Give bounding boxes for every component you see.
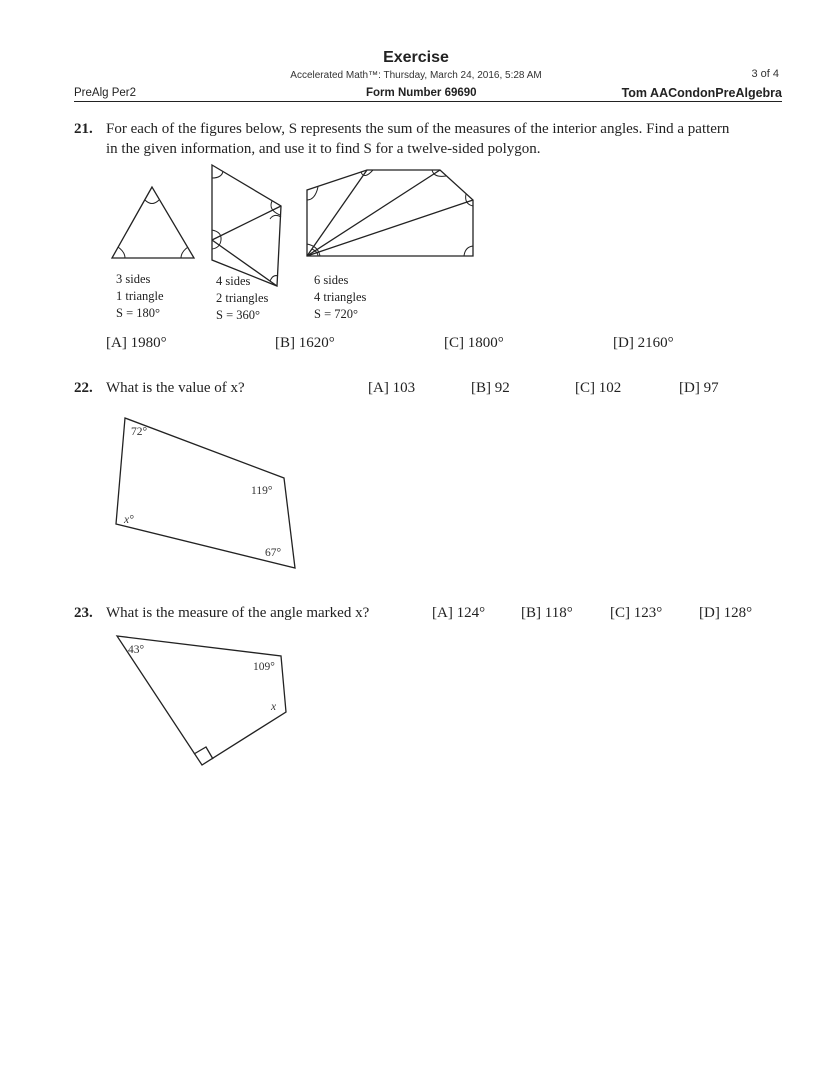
figure-triangles: 4 triangles (314, 290, 367, 304)
question-23-text: What is the measure of the angle marked x? (106, 605, 370, 621)
figure-sides: 4 sides (216, 274, 251, 288)
quadrilateral-figure (212, 165, 281, 286)
q23-figure (117, 636, 286, 765)
angle-label-43: 43° (128, 644, 145, 656)
figure-sum: S = 720° (314, 307, 359, 321)
question-22-text: What is the value of x? (106, 380, 245, 396)
figure-sum: S = 180° (116, 306, 161, 320)
figure-sides: 6 sides (314, 273, 349, 287)
q22-choice-d[interactable]: [D] 97 (679, 380, 719, 396)
q22-figure (116, 418, 295, 568)
class-name: PreAlg Per2 (74, 87, 137, 99)
figure-sides: 3 sides (116, 272, 151, 286)
angle-label-72: 72° (131, 426, 148, 438)
figure-triangles: 2 triangles (216, 291, 269, 305)
question-21-text-line2: in the given information, and use it to find S for a twelve-sided polygon. (106, 141, 541, 157)
figure-sum: S = 360° (216, 308, 261, 322)
angle-label-x: x° (124, 514, 134, 526)
page-number: 3 of 4 (751, 68, 779, 80)
page-subtitle: Accelerated Math™: Thursday, March 24, 2016, 5:28 AM (290, 70, 542, 81)
q21-choice-c[interactable]: [C] 1800° (444, 335, 504, 351)
q23-choice-a[interactable]: [A] 124° (432, 605, 486, 621)
form-number: Form Number 69690 (366, 87, 477, 99)
triangle-figure (112, 187, 194, 258)
q23-choice-b[interactable]: [B] 118° (521, 605, 573, 621)
q22-choice-b[interactable]: [B] 92 (471, 380, 510, 396)
angle-label-119: 119° (251, 485, 273, 497)
question-21-text-line1: For each of the figures below, S represents the sum of the measures of the interior angles. Find a pattern (106, 121, 730, 137)
figure-triangles: 1 triangle (116, 289, 164, 303)
angle-label-109: 109° (253, 661, 275, 673)
angle-label-67: 67° (265, 547, 282, 559)
question-21-number: 21. (74, 121, 93, 137)
angle-label-x: x (271, 701, 277, 713)
student-name: Tom AACondonPreAlgebra (621, 86, 782, 100)
q22-choice-c[interactable]: [C] 102 (575, 380, 622, 396)
q21-choice-b[interactable]: [B] 1620° (275, 335, 335, 351)
hexagon-figure (307, 170, 473, 256)
page-title: Exercise (383, 49, 449, 66)
q23-choice-d[interactable]: [D] 128° (699, 605, 753, 621)
question-22-number: 22. (74, 380, 93, 396)
q21-choice-d[interactable]: [D] 2160° (613, 335, 674, 351)
question-23-number: 23. (74, 605, 93, 621)
q22-choice-a[interactable]: [A] 103 (368, 380, 416, 396)
q23-choice-c[interactable]: [C] 123° (610, 605, 663, 621)
q21-choice-a[interactable]: [A] 1980° (106, 335, 167, 351)
